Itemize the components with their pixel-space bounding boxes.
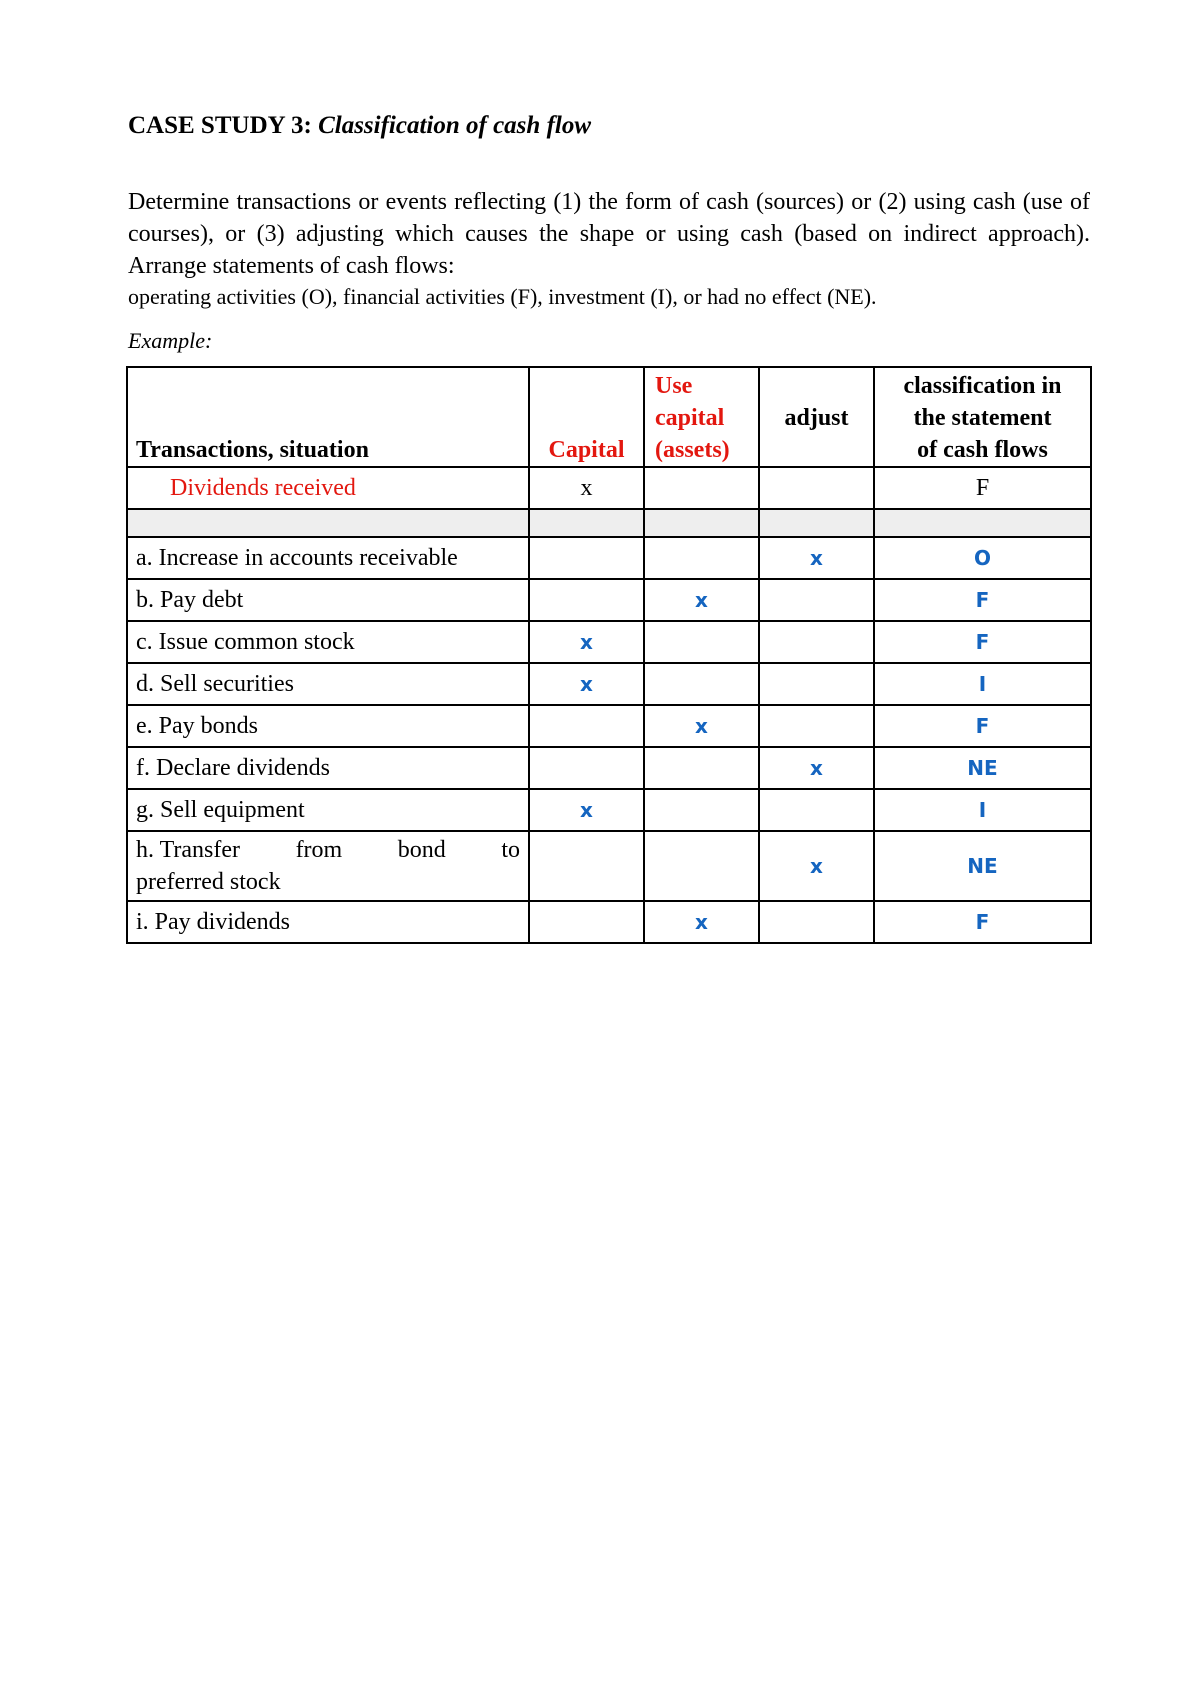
table-row <box>127 901 1091 943</box>
header-use-capital-line1: Use <box>655 373 693 399</box>
document-page <box>128 110 1090 944</box>
example-row <box>127 467 1091 509</box>
row-adjust: x <box>759 831 874 901</box>
spacer-cell <box>759 509 874 537</box>
row-use <box>644 537 759 579</box>
example-capital: x <box>529 467 644 509</box>
header-transactions <box>127 367 529 467</box>
row-transaction-word: from <box>295 837 343 863</box>
row-classification: NE <box>874 831 1091 901</box>
row-use <box>644 747 759 789</box>
row-transaction-word: to <box>501 837 520 863</box>
row-transaction-line1 <box>136 834 520 866</box>
example-classification: F <box>874 467 1091 509</box>
table-row <box>127 747 1091 789</box>
header-use-capital-line2: capital <box>655 405 725 431</box>
row-transaction-line2: preferred stock <box>136 869 281 895</box>
table-header-row <box>127 367 1091 467</box>
table-row <box>127 831 1091 901</box>
row-capital: x <box>529 663 644 705</box>
row-use <box>644 789 759 831</box>
row-capital <box>529 537 644 579</box>
row-classification: F <box>874 705 1091 747</box>
row-capital <box>529 831 644 901</box>
header-capital-label: Capital <box>548 437 625 463</box>
example-transaction: Dividends received <box>127 467 529 509</box>
row-transaction-word: bond <box>397 837 446 863</box>
header-classification-line1: classification in <box>903 373 1062 399</box>
row-classification: F <box>874 901 1091 943</box>
row-transaction: d. Sell securities <box>127 663 529 705</box>
row-adjust <box>759 579 874 621</box>
row-transaction: f. Declare dividends <box>127 747 529 789</box>
example-adjust <box>759 467 874 509</box>
row-use: x <box>644 901 759 943</box>
spacer-row <box>127 509 1091 537</box>
row-classification: F <box>874 579 1091 621</box>
example-label: Example: <box>128 328 213 353</box>
header-classification <box>874 367 1091 467</box>
row-adjust <box>759 789 874 831</box>
row-transaction: e. Pay bonds <box>127 705 529 747</box>
row-transaction <box>127 831 529 901</box>
row-capital <box>529 705 644 747</box>
row-transaction: c. Issue common stock <box>127 621 529 663</box>
row-use: x <box>644 705 759 747</box>
row-capital <box>529 579 644 621</box>
row-capital: x <box>529 621 644 663</box>
row-adjust <box>759 663 874 705</box>
table-row <box>127 789 1091 831</box>
spacer-cell <box>127 509 529 537</box>
row-adjust <box>759 705 874 747</box>
cash-flow-table <box>126 366 1092 944</box>
spacer-cell <box>529 509 644 537</box>
header-capital <box>529 367 644 467</box>
intro-paragraph: Determine transactions or events reflecting (1) the form of cash (sources) or (2) using cash (use of courses), or (3) adjusting which causes the shape or using cash (based on indirect approach). Arrange statements of cash flows: <box>128 189 1090 279</box>
table-row <box>127 663 1091 705</box>
header-adjust-label: adjust <box>784 405 849 431</box>
row-transaction: g. Sell equipment <box>127 789 529 831</box>
row-classification: F <box>874 621 1091 663</box>
row-capital <box>529 901 644 943</box>
spacer-cell <box>874 509 1091 537</box>
row-classification: NE <box>874 747 1091 789</box>
row-adjust: x <box>759 537 874 579</box>
table-row <box>127 537 1091 579</box>
table-row <box>127 579 1091 621</box>
table-row <box>127 705 1091 747</box>
intro-line-2: operating activities (O), financial activities (F), investment (I), or had no effect (NE). <box>128 284 877 309</box>
header-use-capital-line3: (assets) <box>655 437 730 463</box>
row-classification: I <box>874 663 1091 705</box>
header-adjust <box>759 367 874 467</box>
row-use <box>644 831 759 901</box>
row-transaction: b. Pay debt <box>127 579 529 621</box>
row-adjust <box>759 901 874 943</box>
header-use-capital <box>644 367 759 467</box>
header-classification-line3: of cash flows <box>917 437 1048 463</box>
header-transactions-label: Transactions, situation <box>136 437 369 463</box>
header-classification-line2: the statement <box>913 405 1052 431</box>
spacer-cell <box>644 509 759 537</box>
row-use <box>644 621 759 663</box>
row-transaction: i. Pay dividends <box>127 901 529 943</box>
example-use <box>644 467 759 509</box>
table-row <box>127 621 1091 663</box>
row-capital <box>529 747 644 789</box>
row-capital: x <box>529 789 644 831</box>
row-classification: O <box>874 537 1091 579</box>
page-title <box>128 110 1090 142</box>
row-classification: I <box>874 789 1091 831</box>
row-use: x <box>644 579 759 621</box>
row-transaction: a. Increase in accounts receivable <box>127 537 529 579</box>
title-label: CASE STUDY 3: <box>128 112 312 139</box>
row-adjust: x <box>759 747 874 789</box>
row-adjust <box>759 621 874 663</box>
row-transaction-word: h. Transfer <box>136 837 241 863</box>
row-use <box>644 663 759 705</box>
title-subtitle: Classification of cash flow <box>318 112 592 139</box>
